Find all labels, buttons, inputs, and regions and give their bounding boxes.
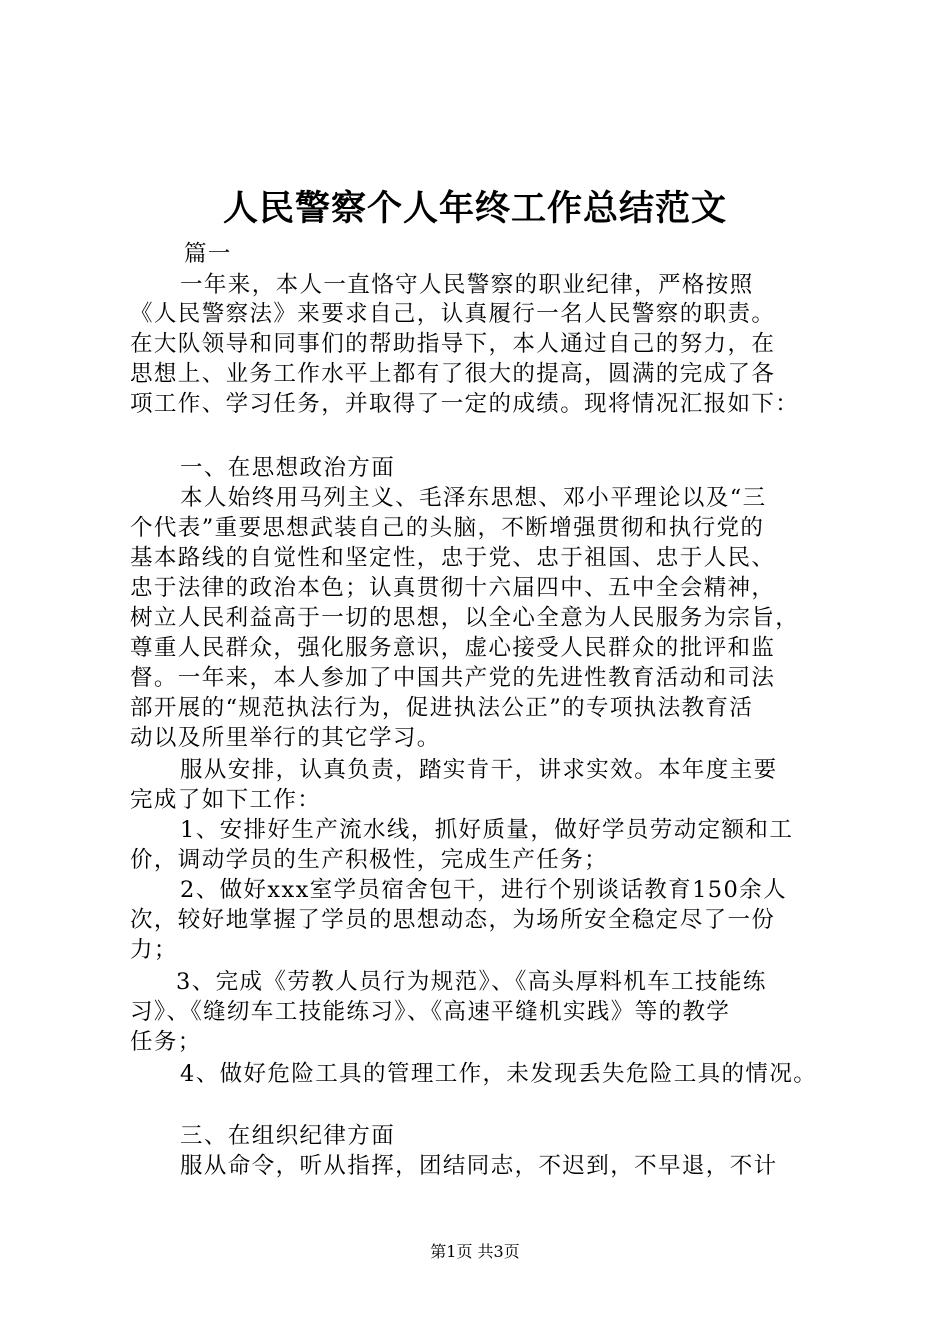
section-heading: 一、在思想政治方面 [180,455,396,481]
paragraph-line: 忠于法律的政治本色；认真贯彻十六届四中、五中全会精神， [130,575,776,601]
paragraph-line: 督。一年来，本人参加了中国共产党的先进性教育活动和司法 [130,665,776,691]
paragraph-line: 部开展的“规范执法行为，促进执法公正”的专项执法教育活 [130,695,754,721]
paragraph-line: 《人民警察法》来要求自己，认真履行一名人民警察的职责。 [130,301,776,327]
paragraph-line: 动以及所里举行的其它学习。 [130,725,441,751]
list-item-line: 任务； [130,1029,202,1055]
paragraph-line: 完成了如下工作： [130,787,322,813]
list-item-line: 1、安排好生产流水线，抓好质量，做好学员劳动定额和工 [180,817,794,843]
paragraph-line: 一年来，本人一直恪守人民警察的职业纪律，严格按照 [180,272,754,298]
document-title: 人民警察个人年终工作总结范文 [222,188,727,229]
list-item-line: 价，调动学员的生产积极性，完成生产任务； [130,847,609,873]
list-item-line: 次，较好地掌握了学员的思想动态，为场所安全稳定尽了一份 [130,907,776,933]
section-heading: 三、在组织纪律方面 [180,1123,396,1149]
paragraph-line: 项工作、学习任务，并取得了一定的成绩。现将情况汇报如下： [130,391,800,417]
paragraph-line: 本人始终用马列主义、毛泽东思想、邓小平理论以及“三 [180,485,767,511]
paragraph-line: 思想上、业务工作水平上都有了很大的提高，圆满的完成了各 [130,361,776,387]
paragraph-line: 服从安排，认真负责，踏实肯干，讲求实效。本年度主要 [180,757,778,783]
list-item-line: 3、完成《劳教人员行为规范》、《高头厚料机车工技能练 [176,969,767,995]
page-number-footer: 第1页 共3页 [430,1242,520,1261]
list-item-line: 2、做好xxx室学员宿舍包干，进行个别谈话教育150余人 [180,877,788,903]
paragraph-line: 服从命令，听从指挥，团结同志，不迟到，不早退，不计 [180,1153,778,1179]
paragraph-line: 尊重人民群众，强化服务意识，虚心接受人民群众的批评和监 [130,635,776,661]
paragraph-line: 树立人民利益高于一切的思想，以全心全意为人民服务为宗旨， [130,605,800,631]
list-item-line: 力； [130,937,178,963]
paragraph-line: 在大队领导和同事们的帮助指导下，本人通过自己的努力，在 [130,331,776,357]
paragraph-line: 基本路线的自觉性和坚定性，忠于党、忠于祖国、忠于人民、 [130,545,776,571]
list-item-line: 习》、《缝纫车工技能练习》、《高速平缝机实践》等的教学 [130,999,731,1025]
list-item-line: 4、做好危险工具的管理工作，未发现丢失危险工具的情况。 [180,1061,818,1087]
paragraph-line: 个代表”重要思想武装自己的头脑，不断增强贯彻和执行党的 [130,515,765,541]
section-label: 篇一 [184,241,232,267]
